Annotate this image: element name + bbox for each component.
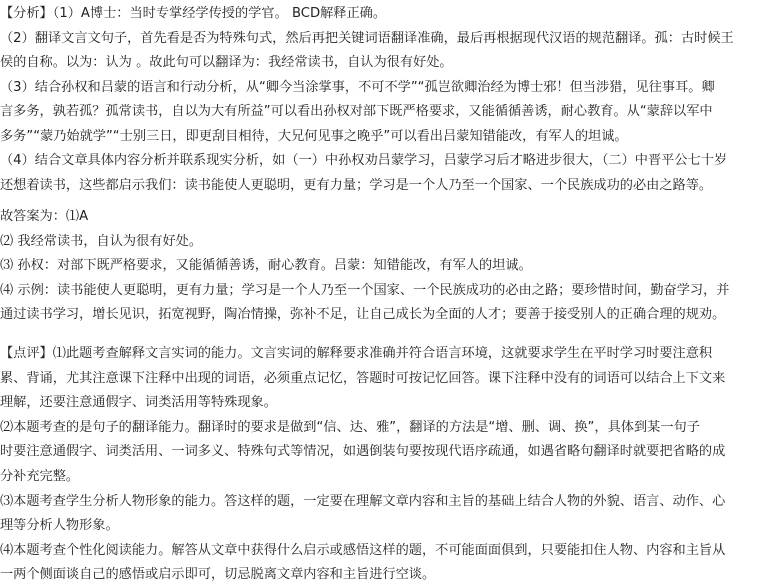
- answer-line: 故答案为：⑴A: [0, 209, 89, 224]
- analysis-line: 【分析】（1）A博士：当时专掌经学传授的学官。 BCD解释正确。: [0, 6, 387, 21]
- review-line: 理等分析人物形象。: [0, 518, 119, 534]
- review-line: ⑶本题考查学生分析人物形象的能力。答这样的题，一定要在理解文章内容和主旨的基础上结合人物的外貌、语言、动作、心: [0, 493, 726, 509]
- analysis-line: 言多务，孰若孤？孤常读书，自以为大有所益”可以看出孙权对部下既严格要求，又能循循善诱，耐心教育。从“蒙辞以军中: [0, 104, 713, 119]
- answer-line: ⑷ 示例：读书能使人更聪明，更有力量；学习是一个人乃至一个国家、一个民族成功的必由之路；要珍惜时间，勤奋学习，并: [0, 282, 730, 298]
- review-line: 分补充完整。: [0, 468, 80, 484]
- analysis-line: （2）翻译文言文句子，首先看是否为特殊句式，然后再把关键词语翻译准确，最后再根据现代汉语的规范翻译。孤：古时候王: [0, 30, 734, 46]
- answer-line: ⑵ 我经常读书，自认为很有好处。: [0, 233, 203, 249]
- analysis-line: 多务”“蒙乃始就学”“士别三日，即更刮目相待，大兄何见事之晚乎”可以看出吕蒙知错能改，有军人的坦诚。: [0, 128, 628, 144]
- answer-line: ⑶ 孙权：对部下既严格要求，又能循循善诱，耐心教育。吕蒙：知错能改，有军人的坦诚。: [0, 258, 532, 273]
- analysis-section: [0, 2, 780, 198]
- analysis-line: 还想着读书，这些都启示我们：读书能使人更聪明，更有力量；学习是一个人乃至一个国家、一个民族成功的必由之路等。: [0, 177, 713, 193]
- review-line: ⑷本题考查个性化阅读能力。解答从文章中获得什么启示或感悟这样的题，不可能面面俱到，只要能扣住人物、内容和主旨从: [0, 542, 726, 558]
- analysis-line: 侯的自称。以为：认为 。故此句可以翻译为：我经常读书，自认为很有好处。: [0, 55, 453, 70]
- review-line: ⑵本题考查的是句子的翻译能力。翻译时的要求是做到“信、达、雅”，翻译的方法是“增、删、调、换”，具体到某一句子: [0, 419, 700, 435]
- review-section: [0, 342, 780, 588]
- answer-line: 通过读书学习，增长见识，拓宽视野，陶冶情操，弥补不足，让自己成长为全面的人才；要善于接受别人的正确合理的规劝。: [0, 307, 726, 322]
- analysis-line: （4）结合文章具体内容分析并联系现实分析，如（一）中孙权劝吕蒙学习，吕蒙学习后才略进步很大，（二）中晋平公七十岁: [0, 153, 728, 168]
- answer-section: [0, 205, 780, 328]
- review-line: 时要注意通假字、词类活用、一词多义、特殊句式等情况，如遇倒装句要按现代语序疏通，如遇省略句翻译时就要把省略的成: [0, 444, 726, 460]
- review-line: 理解，还要注意通假字、词类活用等特殊现象。: [0, 395, 277, 411]
- analysis-line: （3）结合孙权和吕蒙的语言和行动分析，从“卿今当涂掌事，不可不学”“孤岂欲卿治经为博士邪！但当涉猎，见往事耳。卿: [0, 79, 715, 95]
- review-line: 【点评】⑴此题考查解释文言实词的能力。文言实词的解释要求准确并符合语言环境，这就要求学生在平时学习时要注意积: [0, 346, 713, 361]
- review-line: 累、背诵，尤其注意课下注释中出现的词语，必须重点记忆，答题时可按记忆回答。课下注释中没有的词语可以结合上下文来: [0, 370, 726, 386]
- review-line: 一两个侧面谈自己的感悟或启示即可，切忌脱离文章内容和主旨进行空谈。: [0, 567, 436, 583]
